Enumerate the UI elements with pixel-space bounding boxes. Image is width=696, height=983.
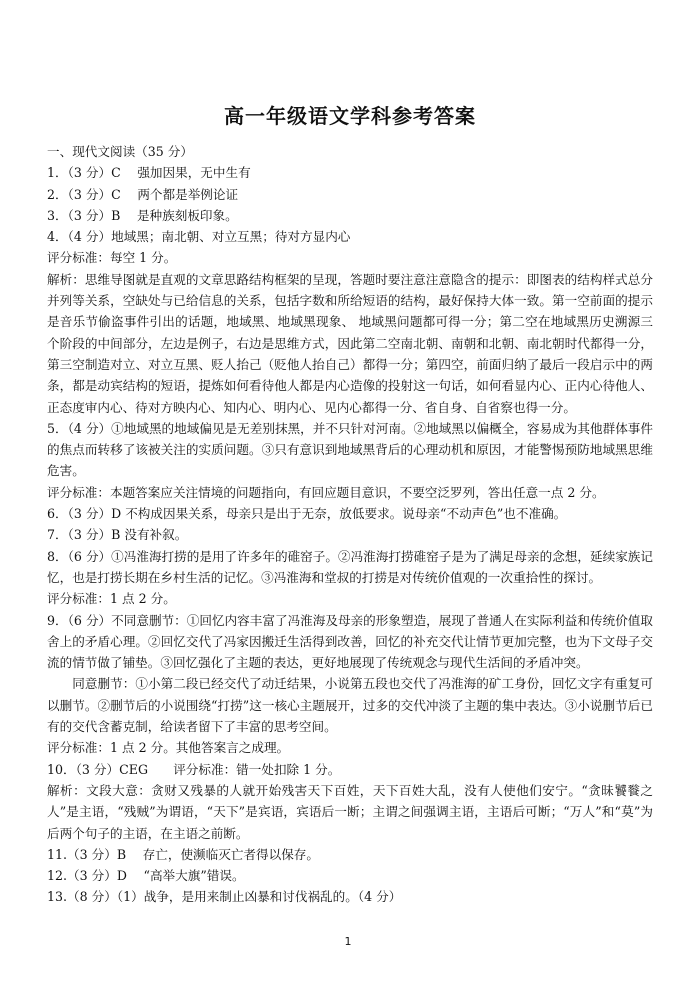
- answer-line: 11.（3 分）B 存亡，使濒临灭亡者得以保存。: [47, 846, 319, 862]
- answer-line: 1．（3 分）C 强加因果，无中生有: [47, 165, 251, 181]
- page-title: 高一年级语文学科参考答案: [224, 104, 476, 128]
- answer-line: 10．（3 分）CEG 评分标准：错一处扣除 1 分。: [47, 761, 341, 777]
- answer-line: 评分标准：1 点 2 分。其他答案言之成理。: [47, 740, 290, 756]
- answer-line: 5．（4 分）①地域黑的地域偏见是无差别抹黑，并不只针对河南。②地域黑以偏概全，容易成为其他群体事件的焦点而转移了该被关注的实质问题。③只有意识到地域黑背后的心理动机和原因，才能警惕预防地域黑思维危害。: [47, 420, 653, 479]
- answer-line: 9．（6 分）不同意删节：①回忆内容丰富了冯淮海及母亲的形象塑造，展现了普通人在实际利益和传统价值取舍上的矛盾心理。②回忆交代了冯家因搬迁生活得到改善，回忆的补充交代让情节更加完整，也为下文母子交流的情节做了铺垫。③回忆强化了主题的表达，更好地展现了传统观念与现代生活间的矛盾冲突。: [47, 612, 653, 671]
- answer-line: 8．（6 分）①冯淮海打捞的是用了许多年的碓窑子。②冯淮海打捞碓窑子是为了满足母亲的念想，延续家族记忆，也是打捞长期在乡村生活的记忆。③冯淮海和堂叔的打捞是对传统价值观的一次重拾性的探讨。: [47, 548, 653, 585]
- answer-line: 解析：思维导图就是直观的文章思路结构框架的呈现，答题时要注意注意隐含的提示：即图表的结构样式总分并列等关系，空缺处与已给信息的关系，包括字数和所给短语的结构，最好保持大体一致。第一空前面的提示是音乐节偷盗事件引出的话题，地域黑、地域黑现象、 地域黑问题都可得一分；第二空在地域黑历史溯源三个阶段的中间部分，左边是例子，右边是思维方式，因此第二空南北朝、南朝和北朝、南北朝时代都得一分，第三空制造对立、对立互黑、贬人抬己（贬他人抬自己）都得一分；第四空，前面归纳了最后一段启示中的两条，都是动宾结构的短语，提炼如何看待他人都是内心造像的投射这一句话，如何看显内心、正内心待他人、正态度审内心、待对方映内心、知内心、明内心、见内心都得一分、省自身、自省察也得一分。: [47, 271, 653, 415]
- answer-line: 12.（3 分）D “高举大旗”错误。: [47, 868, 245, 884]
- answer-line: 解析：文段大意：贪财又残暴的人就开始残害天下百姓，天下百姓大乱，没有人使他们安宁。“贪昧饕餮之人”是主语，“残贼”为谓语，“天下”是宾语，宾语后一断；主谓之间强调主语，主语后可断；“万人”和“莫”为后两个句子的主语，在主语之前断。: [47, 782, 653, 841]
- answer-line: 同意删节：①小第二段已经交代了动迁结果，小说第五段也交代了冯淮海的矿工身份，回忆文字有重复可以删节。②删节后的小说围绕“打捞”这一核心主题展开，过多的交代冲淡了主题的集中表达。③小说删节后已有的交代含蓄克制，给读者留下了丰富的思考空间。: [47, 676, 653, 735]
- answer-line: 4．（4 分）地域黑；南北朝、对立互黑；待对方显内心: [47, 229, 351, 245]
- answer-line: 评分标准：每空 1 分。: [47, 250, 177, 266]
- answer-line: 评分标准：1 点 2 分。: [47, 591, 176, 607]
- page-number: 1: [344, 935, 352, 948]
- answer-line: 7．（3 分）B 没有补叙。: [47, 527, 188, 543]
- answer-line: 评分标准：本题答案应关注情境的问题指向，有回应题目意识，不要空泛罗列，答出任意一点 2 分。: [47, 484, 605, 500]
- answer-line: 一、现代文阅读（35 分）: [47, 144, 193, 159]
- answer-line: 6．（3 分）D 不构成因果关系，母亲只是出于无奈，放低要求。说母亲“不动声色”也不准确。: [47, 506, 567, 522]
- answer-line: 2．（3 分）C 两个都是举例论证: [47, 186, 239, 202]
- answer-content: [47, 141, 653, 908]
- answer-line: 13.（8 分）（1）战争，是用来制止凶暴和讨伐祸乱的。（4 分）: [47, 889, 402, 905]
- answer-document: [47, 100, 653, 908]
- answer-line: 3．（3 分）B 是种族刻板印象。: [47, 207, 238, 223]
